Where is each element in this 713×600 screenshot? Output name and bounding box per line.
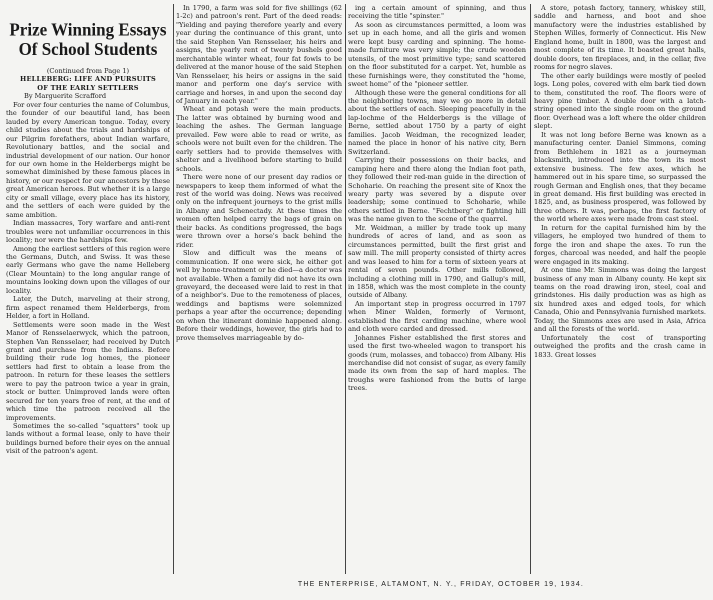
column-divider <box>173 4 174 574</box>
paragraph: For over four centuries the name of Columbus, the founder of our beautiful land, has been lauded by every American tongue. Today, every child studies about the trials and hardships of our Pilgrim forefathers, about Indian warfare, Revolutionary battles, and the social and industrial development of our nation. Our honor for our own home in the Helderbergs might be somewhat diminished by these famous places in history, or our respect for our ancestors by these great American heroes. But whether it is a large city or small village, every place has its history, and the settlers of each were guided by the same ambition. <box>6 100 170 219</box>
paragraph: A store, potash factory, tannery, whiskey still, saddle and harness, and boot and shoe manufactory were the industries established by Stephen Willes, formerly of Connecticut. His New England home, built in 1800, was the largest and most complete of its time. It boasted great halls, double doors, ten fireplaces, and, in the cellar, five rooms for negro slaves. <box>534 4 706 72</box>
byline: By Marguerite Scrafford <box>24 92 107 101</box>
paragraph: Indian massacres, Tory warfare and anti-rent troubles were not unfamiliar occurrences in this locality; nor were the hardships few. <box>6 219 170 245</box>
subhead-line-2: OF THE EARLY SETTLERS <box>37 83 139 92</box>
paragraph: Wheat and potash were the main products. The latter was obtained by burning wood and leaching the ashes. The German language prevailed. Few were able to read or write, as schools were not built even for the children. The early settlers had to provide themselves with shelter and a livelihood before starting to build schools. <box>176 105 342 173</box>
paragraph: The other early buildings were mostly of peeled logs. Long poles, covered with elm bark tied down to them, constituted the roof. The floors were of heavy pine timber. A double door with a latch-string opened into the single room on the ground floor. Overhead was a loft where the older children slept. <box>534 71 706 131</box>
headline-line-2: Of School Students <box>18 38 158 60</box>
headline-line-1: Prize Winning Essays <box>9 19 167 40</box>
column-divider <box>345 4 346 574</box>
paragraph: Carrying their possessions on their backs, and camping here and there along the Indian foot path, they followed their red-man guide in the direction of Schoharie. On reaching the present site of Knox the weary party was severed by a dispute over leadership; some continued to Schoharie, while others settled in Berne. "Fechtberg" or fighting hill was the name given to the scene of the quarrel. <box>348 156 526 224</box>
paragraph: As soon as circumstances permitted, a loom was set up in each home, and all the girls and women were kept busy carding and spinning. The home-made furniture was very simple; the crude wooden utensils, of the most primitive type; sand scattered on the floor substituted for a carpet. Yet, humble as these furnishings were, they constituted the "home, sweet home" of the "pioneer settler. <box>348 20 526 89</box>
page-footer: THE ENTERPRISE, ALTAMONT, N. Y., FRIDAY, OCTOBER 19, 1934. <box>297 581 585 588</box>
column-divider <box>530 4 531 574</box>
paragraph: Later, the Dutch, marveling at their strong, firm aspect renamed them Helderbergs, from Helder, a fort in Holland. <box>6 295 170 321</box>
paragraph: An important step in progress occurred in 1797 when Miner Walden, formerly of Vermont, established the first carding machine, where wool and cloth were carded and dressed. <box>348 299 526 334</box>
paragraph: Among the earliest settlers of this region were the Germans, Dutch, and Swiss. It was these early Germans who gave the name Helleberg (Clear Mountain) to the long angular range of mountains looking down upon the villages of our locality. <box>6 244 170 295</box>
column-1 <box>6 4 170 588</box>
paragraph: Settlements were soon made in the West Manor of Rensselaerwyck, which the patroon, Stephen Van Rensselaer, had received by Dutch grant and purchase from the Indians. Before building their rude log homes, the pioneer settlers had first to obtain a lease from the patroon. In return for these leases the settlers were to pay the patroon twice a year in grain, stock or butter. Unimproved lands were often secured for ten years free of rent, at the end of which time the patroon received all the improvements. <box>6 320 170 422</box>
subhead-line-1: HELLEBERG: LIFE AND PURSUITS <box>20 75 156 84</box>
column-3 <box>348 4 526 578</box>
paragraph: Johannes Fisher established the first stores and used the first two-wheeled wagon to transport his goods (rum, molasses, and tobacco) from Albany. His merchandise did not consist of sugar, as every family made its own from the sap of hard maples. The troughs were fashioned from the butts of large trees. <box>348 333 526 393</box>
paragraph: In return for the capital furnished him by the villagers, he employed two hundred of them to forge the iron and shape the axes. To run the forges, charcoal was needed, and half the people were engaged in its making. <box>534 223 706 266</box>
paragraph: Sometimes the so-called "squatters" took up lands without a formal lease, only to have their buildings burned before their eyes on the annual visit of the patroon's agent. <box>6 422 170 456</box>
paragraph: There were none of our present day radios or newspapers to keep them informed of what the rest of the world was doing. News was received only on the infrequent journeys to the grist mills in Albany and Schenectady. At these times the women often helped carry the bags of grain on their backs. As conditions progressed, the bags were thrown over a horse's back behind the rider. <box>176 173 342 249</box>
headline <box>6 21 170 60</box>
continued-note: (Continued from Page 1) <box>46 67 130 75</box>
paragraph: It was not long before Berne was known as a manufacturing center. Daniel Simmons, coming from Bethlehem in 1821 as a journeyman blacksmith, introduced into the town its most extensive business. The few axes, which he hammered out in his spare time, so surpassed the rough German and English ones, that they became in great demand. His first building was erected in 1825, and, as business prospered, was followed by three others. It was, perhaps, the first factory of the world where axes were made from cast steel. <box>534 130 706 224</box>
paragraph: Mr. Weidman, a miller by trade took up many hundreds of acres of land, and as soon as circumstances permitted, built the first grist and saw mill. The mill property consisted of thirty acres and was leased to him for a term of sixteen years at rental of seven pounds. Other mills followed, including a clothing mill in 1790, and Gallup's mill, in 1858, which was the most complete in the county outside of Albany. <box>348 223 526 300</box>
paragraph: In 1790, a farm was sold for five shillings (62 1-2c) and patroon's rent. Part of the deed reads: "Yielding and paying therefore yearly and every year during the continuance of this grant, unto the said Stephen Van Rensselaer, his heirs and assigns, the yearly rent of twenty bushels good merchantable winter wheat, four fat fowls to be delivered at the manor house of the said Stephen Van Rensselaer, his heirs or assigns in the said manor and perform one day's service with carriage and horses, in and upon the second day of January in each year." <box>176 4 342 105</box>
paragraph: At one time Mr. Simmons was doing the largest business of any man in Albany county. He kept six teams on the road drawing iron, steel, coal and grindstones. His daily production was as high as six hundred axes and edged tools, for which Canada, Ohio and Pennsylvania furnished markets. Today, the Simmons axes are used in Asia, Africa and all the forests of the world. <box>534 266 706 334</box>
column-4 <box>534 4 706 578</box>
paragraph: ing a certain amount of spinning, and thus receiving the title "spinster." <box>348 4 526 21</box>
column-2 <box>176 4 342 578</box>
paragraph: Although these were the general conditions for all the neighboring towns, may we go more in detail about the settlers of each. Sleeping peacefully in the lap-lochme of the Helderbergs is the village of Berne, settled about 1750 by a party of eight families. Jacob Weidman, the recognized leader, named the place in honor of his native city, Bern Switzerland. <box>348 88 526 156</box>
paragraph: Slow and difficult was the means of communication. If one were sick, he either got well by home-treatment or he died—a doctor was not available. When a family did not have its own graveyard, the deceased were laid to rest in that of a neighbor's. Due to the remoteness of places, weddings and baptisms were solemnized perhaps a year after the occurrence; depending on when the itinerant dominie happened along. Before their weddings, however, the girls had to prove themselves marriageable by do- <box>176 249 342 342</box>
paragraph: Unfortunately the cost of transporting outweighed the profits and the crash came in 1833. Great losses <box>534 333 706 359</box>
